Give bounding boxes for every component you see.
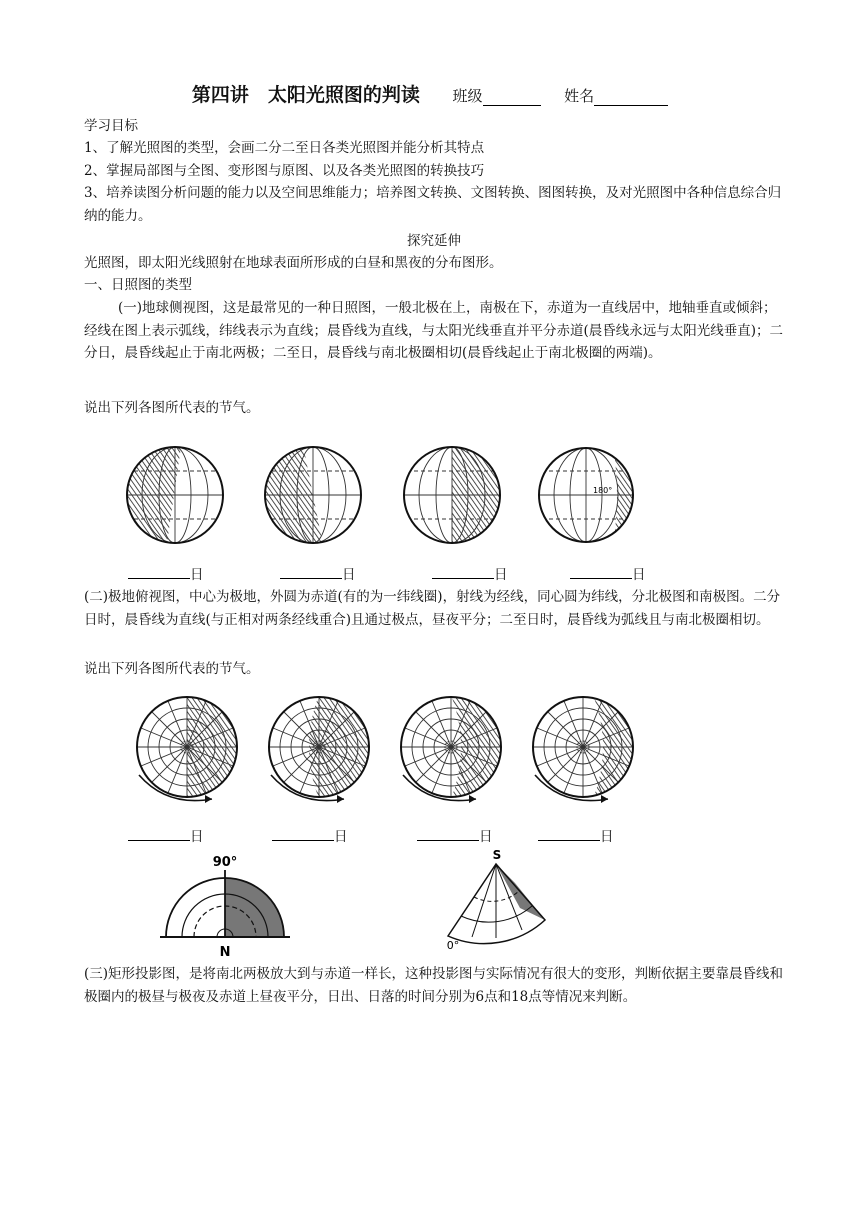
page-title <box>0 80 860 107</box>
prompt-1: 说出下列各图所代表的节气。 <box>84 400 260 416</box>
types-heading: 一、日照图的类型 <box>84 277 192 293</box>
semicircle-figure <box>160 855 300 957</box>
globe-2 <box>258 440 368 550</box>
side-view-figures <box>0 440 860 560</box>
polar-view-figures <box>0 685 860 815</box>
definition-text: 光照图，即太阳光线照射在地球表面所形成的白昼和黑夜的分布图形。 <box>84 255 503 271</box>
polar-1 <box>137 695 239 803</box>
goal-item-3: 3、培养读图分析问题的能力以及空间思维能力；培养图文转换、文图转换、图图转换，及对光照图中各种信息综合归纳的能力。 <box>84 185 782 224</box>
globe-4 <box>535 440 640 550</box>
goal-item-2: 2、掌握局部图与全图、变形图与原图、以及各类光照图的转换技巧 <box>84 163 485 179</box>
explore-heading: 探究延伸 <box>407 233 461 249</box>
semi-bottom-label: N <box>219 942 231 957</box>
class-field[interactable] <box>483 87 541 106</box>
prompt-2: 说出下列各图所代表的节气。 <box>84 661 260 677</box>
globe-4-label: 180° <box>593 486 613 495</box>
goals-heading: 学习目标 <box>84 118 138 134</box>
globe-1 <box>120 440 230 550</box>
side-view-text: (一)地球侧视图，这是最常见的一种日照图，一般北极在上，南极在下，赤道为一直线居中，地轴垂直或倾斜；经线在图上表示弧线，纬线表示为直线；晨昏线为直线，与太阳光线垂直并平分赤道(晨昏线永远与太阳光线垂直)；二分日，晨昏线起止于南北两极；二至日，晨昏线与南北极圈相切(晨昏线起止于南北极圈的两端)。 <box>84 300 784 361</box>
polar-2 <box>269 695 371 803</box>
title-text: 第四讲 太阳光照图的判读 <box>191 84 420 106</box>
answer-7[interactable]: 日 <box>417 825 493 845</box>
globe-3 <box>400 440 512 550</box>
answer-8[interactable]: 日 <box>538 825 614 845</box>
partial-figures <box>0 848 860 958</box>
name-label: 姓名 <box>564 87 595 105</box>
answer-1[interactable]: 日 <box>128 563 204 583</box>
answer-5[interactable]: 日 <box>128 825 204 845</box>
answer-6[interactable]: 日 <box>272 825 348 845</box>
name-field[interactable] <box>594 87 668 106</box>
polar-4 <box>533 695 635 803</box>
polar-3 <box>401 695 503 803</box>
answer-4[interactable]: 日 <box>570 563 646 583</box>
polar-view-text: (二)极地俯视图，中心为极地，外圆为赤道(有的为一纬线圈)，射线为经线，同心圆为纬线，分北极图和南极图。二分日时，晨昏线为直线(与正相对两条经线重合)且通过极点，昼夜平分；二至日时，晨昏线为弧线且与南北极圈相切。 <box>84 589 781 628</box>
semi-top-label: 90° <box>212 855 238 870</box>
sector-top-label: S <box>492 848 502 862</box>
answer-2[interactable]: 日 <box>280 563 356 583</box>
rect-view-text: (三)矩形投影图，是将南北两极放大到与赤道一样长，这种投影图与实际情况有很大的变形，判断依据主要靠晨昏线和极圈内的极昼与极夜及赤道上昼夜平分，日出、日落的时间分别为6点和18点等情况来判断。 <box>84 966 784 1005</box>
sector-bottom-label: 0° <box>446 939 460 952</box>
goal-item-1: 1、了解光照图的类型，会画二分二至日各类光照图并能分析其特点 <box>84 140 485 156</box>
class-label: 班级 <box>452 87 483 105</box>
answer-3[interactable]: 日 <box>432 563 508 583</box>
sector-figure <box>447 848 545 952</box>
